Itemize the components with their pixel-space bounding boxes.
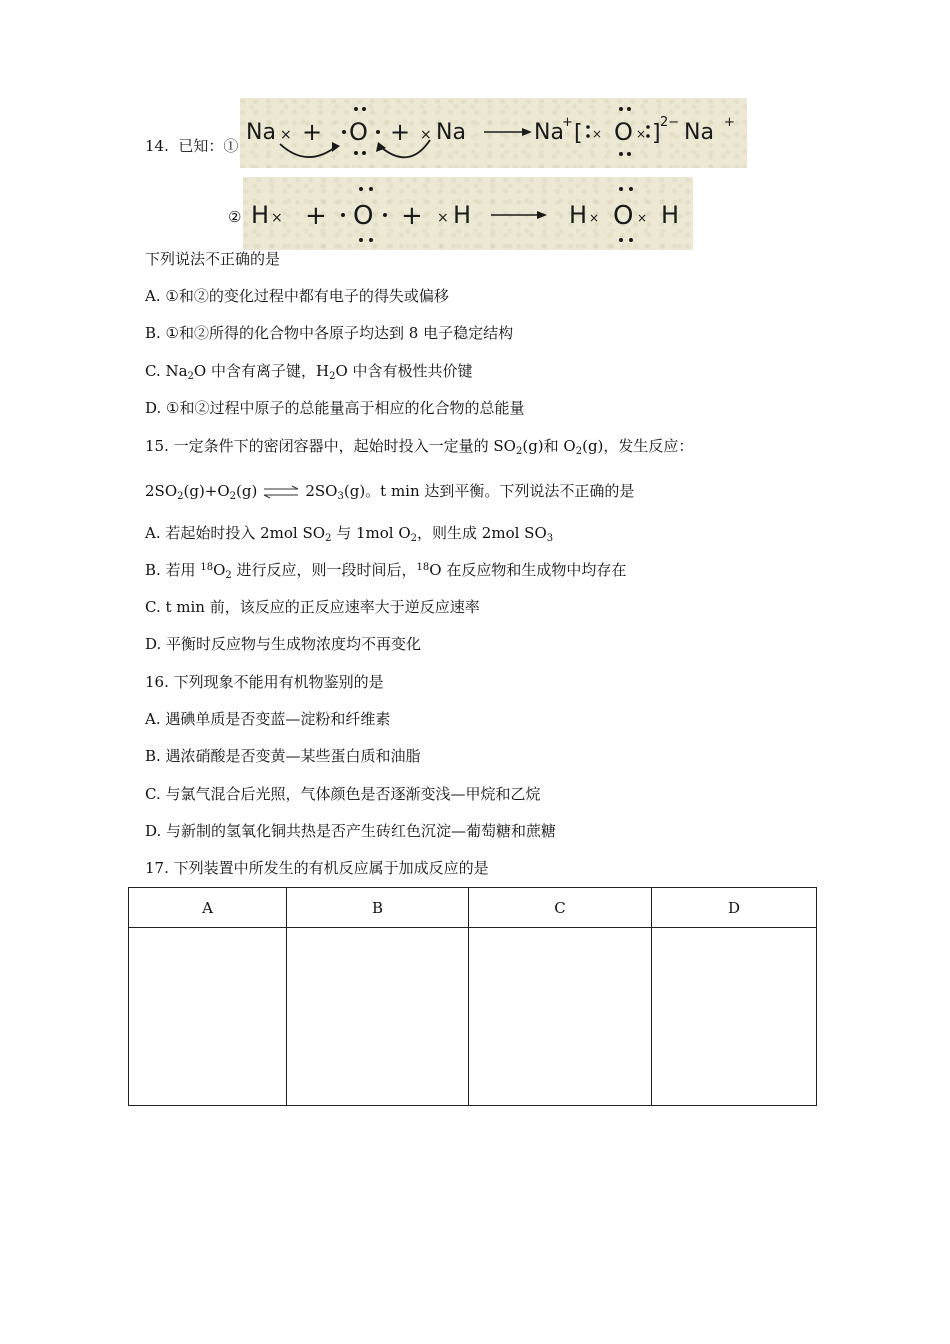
electron-dot (354, 151, 358, 155)
q17-question: 17. 下列装置中所发生的有机反应属于加成反应的是 (145, 859, 489, 877)
table-header-d: D (652, 888, 817, 928)
formula-image-1 (240, 98, 747, 168)
electron-cross: × (437, 210, 449, 226)
electron-dot (629, 187, 633, 191)
formula-image-2 (243, 177, 693, 250)
charge-2-minus: 2− (660, 115, 680, 130)
table-header-b: B (287, 888, 469, 928)
electron-cross: × (589, 211, 600, 225)
plus-sign: + (305, 201, 327, 231)
electron-cross: × (592, 127, 603, 141)
charge-plus: + (724, 115, 735, 130)
electron-dot (619, 107, 623, 111)
q15-option-d: D. 平衡时反应物与生成物浓度均不再变化 (145, 635, 422, 653)
product-oxygen: O (614, 118, 633, 146)
q16-option-b: B. 遇浓硝酸是否变黄—某些蛋白质和油脂 (145, 747, 421, 765)
q14-intro: 14. 已知：① (145, 137, 239, 155)
table-header-c: C (469, 888, 652, 928)
electron-dot (362, 107, 366, 111)
oxygen-symbol: O (349, 118, 368, 146)
electron-dot (362, 151, 366, 155)
electron-dot (359, 187, 363, 191)
oxygen-symbol: O (353, 201, 374, 231)
table-cell-b (287, 928, 469, 1106)
table-cell-a (129, 928, 287, 1106)
h-left-symbol: H (251, 201, 270, 229)
electron-dot (629, 238, 633, 242)
q15-option-c: C. t min 前，该反应的正反应速率大于逆反应速率 (145, 598, 480, 616)
q14-option-c: C. $Na_2O$ 中含有离子键，$H_2O$ 中含有极性共价键 (145, 362, 473, 382)
table-header-a: A (129, 888, 287, 928)
table-row (129, 928, 817, 1106)
q15-option-a: A. 若起始时投入 2mol $SO_2$ 与 1mol $O_2$，则生成 2mol $SO_3$ (145, 524, 554, 544)
table-cell-c (469, 928, 652, 1106)
electron-dot (586, 125, 590, 129)
q16-option-c: C. 与氯气混合后光照，气体颜色是否逐渐变浅—甲烷和乙烷 (145, 785, 541, 803)
plus-sign: + (390, 118, 411, 146)
electron-dot (627, 107, 631, 111)
q15-stem: 15. 一定条件下的密闭容器中，起始时投入一定量的 $SO_2(g)$和 $O_2(g)$，发生反应： (145, 437, 694, 457)
electron-cross: × (637, 211, 648, 225)
q16-question: 16. 下列现象不能用有机物鉴别的是 (145, 673, 384, 691)
na-right-symbol: Na (436, 120, 466, 145)
formula-water-formation (243, 177, 693, 250)
table-header-row (129, 888, 817, 928)
electron-dot (646, 134, 650, 138)
electron-dot (342, 130, 346, 134)
table-cell-d (652, 928, 817, 1106)
bracket-open: [ (574, 121, 583, 146)
electron-dot (383, 213, 387, 217)
electron-dot (627, 152, 631, 156)
q14-option-b: B. ①和②所得的化合物中各原子均达到 8 电子稳定结构 (145, 324, 514, 342)
arrow-head (522, 128, 532, 136)
h-right-symbol: H (453, 201, 472, 229)
electron-dot (369, 187, 373, 191)
charge-plus: + (562, 115, 573, 130)
equilibrium-arrow-icon (261, 485, 301, 499)
q15-equation: $2SO_2(g)+O_2(g)$ $2SO_3(g)$。t min 达到平衡。下列说法不正确的是 (145, 482, 635, 502)
product-h-left: H (569, 201, 588, 229)
electron-dot (646, 125, 650, 129)
q14-option-d: D. ①和②过程中原子的总能量高于相应的化合物的总能量 (145, 399, 525, 417)
electron-cross: × (420, 127, 432, 143)
electron-dot (376, 130, 380, 134)
q17-options-table (128, 887, 817, 1106)
q14-option-a: A. ①和②的变化过程中都有电子的得失或偏移 (145, 287, 449, 305)
arrow-head (332, 142, 340, 152)
bracket-close: ] (652, 121, 661, 146)
formula-sodium-oxide-formation (240, 98, 747, 168)
electron-cross: × (280, 127, 292, 143)
electron-dot (619, 152, 623, 156)
plus-sign: + (401, 201, 423, 231)
q16-option-d: D. 与新制的氢氧化铜共热是否产生砖红色沉淀—葡萄糖和蔗糖 (145, 822, 557, 840)
electron-cross: × (271, 210, 283, 226)
electron-dot (341, 213, 345, 217)
electron-dot (619, 187, 623, 191)
electron-dot (359, 238, 363, 242)
electron-dot (586, 134, 590, 138)
q14-question: 下列说法不正确的是 (145, 250, 281, 268)
electron-cross: × (636, 127, 647, 141)
electron-dot (354, 107, 358, 111)
electron-dot (369, 238, 373, 242)
arrow-head (537, 211, 547, 219)
product-h-right: H (661, 201, 680, 229)
plus-sign: + (302, 118, 323, 146)
q15-option-b: B. 若用 $^{18}O_2$ 进行反应，则一段时间后，$^{18}$O 在反应物和生成物中均存在 (145, 561, 627, 581)
electron-dot (619, 238, 623, 242)
product-na-left: Na (534, 120, 564, 145)
q14-marker-2: ② (228, 208, 242, 226)
product-oxygen: O (613, 201, 634, 231)
na-left-symbol: Na (246, 120, 276, 145)
product-na-right: Na (684, 120, 714, 145)
q16-option-a: A. 遇碘单质是否变蓝—淀粉和纤维素 (145, 710, 391, 728)
